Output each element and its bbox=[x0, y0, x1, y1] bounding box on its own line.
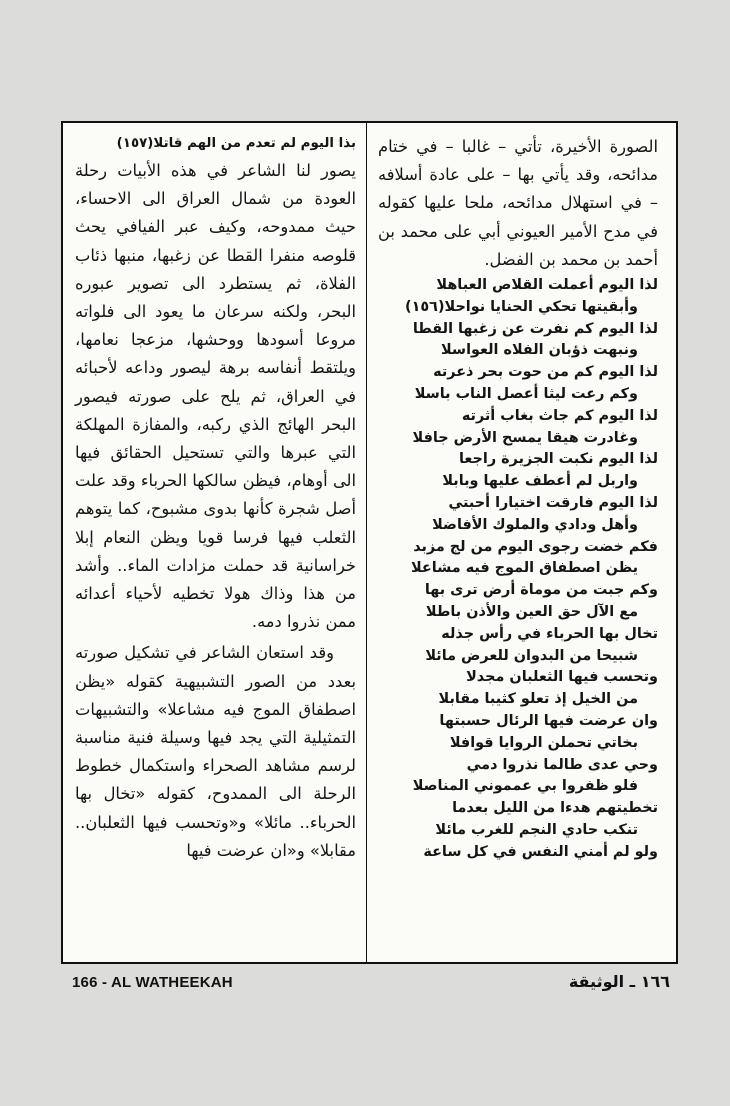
verse-line: لذا اليوم أعملت القلاص العباهلا bbox=[436, 277, 658, 294]
poem-verses bbox=[378, 275, 658, 864]
verse-line: من الخيل إذ تعلو كثيبا مقابلا bbox=[438, 691, 638, 708]
right-column bbox=[366, 123, 676, 962]
verse-line: يظن اصطفاق الموج فيه مشاعلا bbox=[410, 560, 638, 577]
verse-line: وكم جبت من موماة أرض ترى بها bbox=[424, 582, 658, 599]
verse-line: وأهل ودادي والملوك الأفاضلا bbox=[432, 516, 638, 533]
folio-latin: 166 - AL WATHEEKAH bbox=[72, 974, 233, 991]
verse-line: وأبقيتها تحكي الحنايا نواحلا(١٥٦) bbox=[405, 298, 638, 315]
verse-line: ولو لم أمني النفس في كل ساعة bbox=[423, 843, 658, 860]
verse-line: مع الآل حق العين والأذن باطلا bbox=[425, 603, 638, 620]
verse-line: شبيحا من البدوان للعرض مائلا bbox=[425, 647, 638, 664]
verse-line: فلو ظفروا بي عمموني المناصلا bbox=[412, 778, 638, 795]
verse-line: وتحسب فيها الثعلبان مجدلا bbox=[466, 669, 658, 686]
intro-paragraph: الصورة الأخيرة، تأتي – غالبا – في ختام مدائحه، وقد يأتي بها – على عادة أسلافه – في استهلال مدائحه، ملحا عليها كقوله في مدح الأمير العيوني أبي على محمد بن أحمد بن محمد بن الفضل. bbox=[378, 137, 658, 269]
verse-line: واربل لم أعطف عليها وبابلا bbox=[442, 473, 638, 490]
verse-line: تخال بها الحرباء في رأس جذله bbox=[441, 625, 658, 642]
verse-line: لذا اليوم كم من حوت بحر ذعرته bbox=[433, 364, 658, 381]
verse-line: لذا اليوم كم جاث بغاب أثرته bbox=[461, 407, 658, 424]
verse-line: وكم رعت ليثا أعصل الناب باسلا bbox=[414, 386, 638, 402]
verse-line: وغادرت هيقا يمسح الأرض جافلا bbox=[412, 429, 638, 446]
verse-line: ونبهت ذؤبان الفلاه العواسلا bbox=[440, 342, 638, 359]
verse-line: وان عرضت فيها الرئال حسبتها bbox=[439, 712, 658, 729]
article-frame bbox=[61, 121, 678, 964]
folio-arabic: ١٦٦ ـ الوثيقة bbox=[568, 972, 670, 991]
verse-line: لذا اليوم فارقت اختيارا أحبتي bbox=[448, 494, 658, 511]
verse-line: لذا اليوم كم نفرت عن زغبها القطا bbox=[412, 320, 658, 337]
analysis-paragraph: يصور لنا الشاعر في هذه الأبيات رحلة العودة من شمال العراق الى الاحساء، حيث ممدوحه، وكيف عبر الفيافي يحث قلوصه منفرا القطا عن زغبها، منبها ذئاب الفلاة، ثم يستطرد الى تصوير عبوره البحر، ولكنه سرعان ما يعود الى فلواته مروعا أسودها ووحشها، مزعجا نعامها، ويلتقط أنفاسه برهة ليصور وداعه لأحبائه في العراق، ثم يلح على صورته فيصور البحر الهائج الذي ركبه، والمفازة المهلكة التي عبرها والتي تستحيل الحقائق فيها الى أوهام، فيظن سالكها الحرباء وقد علت أصل شجرة كأنها بدوى مشبوح، كما يتوهم الثعلب فيها فرسا قويا ويظن النعام إبلا خراسانية قد حملت مزادات الماء.. وأشد من هذا وذاك هولا تخطيه لأحياء أعدائه ممن نذروا دمه. bbox=[75, 161, 356, 632]
verse-line: تنكب حادي النجم للغرب مائلا bbox=[435, 821, 638, 838]
verse-line: لذا اليوم نكبت الجزيرة راجعا bbox=[459, 451, 658, 468]
analysis-paragraph: وقد استعان الشاعر في تشكيل صورته بعدد من الصور التشبيهية كقوله «يظن اصطفاق الموج فيه مشاعلا» والتشبيهات التمثيلية التي يجد فيها وسيلة فنية مناسبة لرسم مشاهد الصحراء واستكمال خطوط الرحلة الى الممدوح، كقوله «تخال بها الحرباء.. مائلا» و«وتحسب فيها الثعلبان.. مقابلا» و«ان عرضت فيها bbox=[75, 643, 356, 860]
page-footer bbox=[72, 974, 670, 996]
verse-line: تخطيتهم هدءا من الليل بعدما bbox=[452, 800, 658, 817]
verse-line: بخاتي تحملن الروايا قوافلا bbox=[449, 734, 638, 751]
left-column bbox=[63, 123, 366, 962]
verse-line: فكم خضت رجوى اليوم من لج مزبد bbox=[413, 538, 658, 555]
continued-verse: بذا اليوم لم تعدم من الهم قاتلا(١٥٧) bbox=[116, 136, 356, 151]
column-divider bbox=[366, 123, 367, 962]
verse-line: وحي عدى طالما نذروا دمي bbox=[466, 756, 658, 773]
